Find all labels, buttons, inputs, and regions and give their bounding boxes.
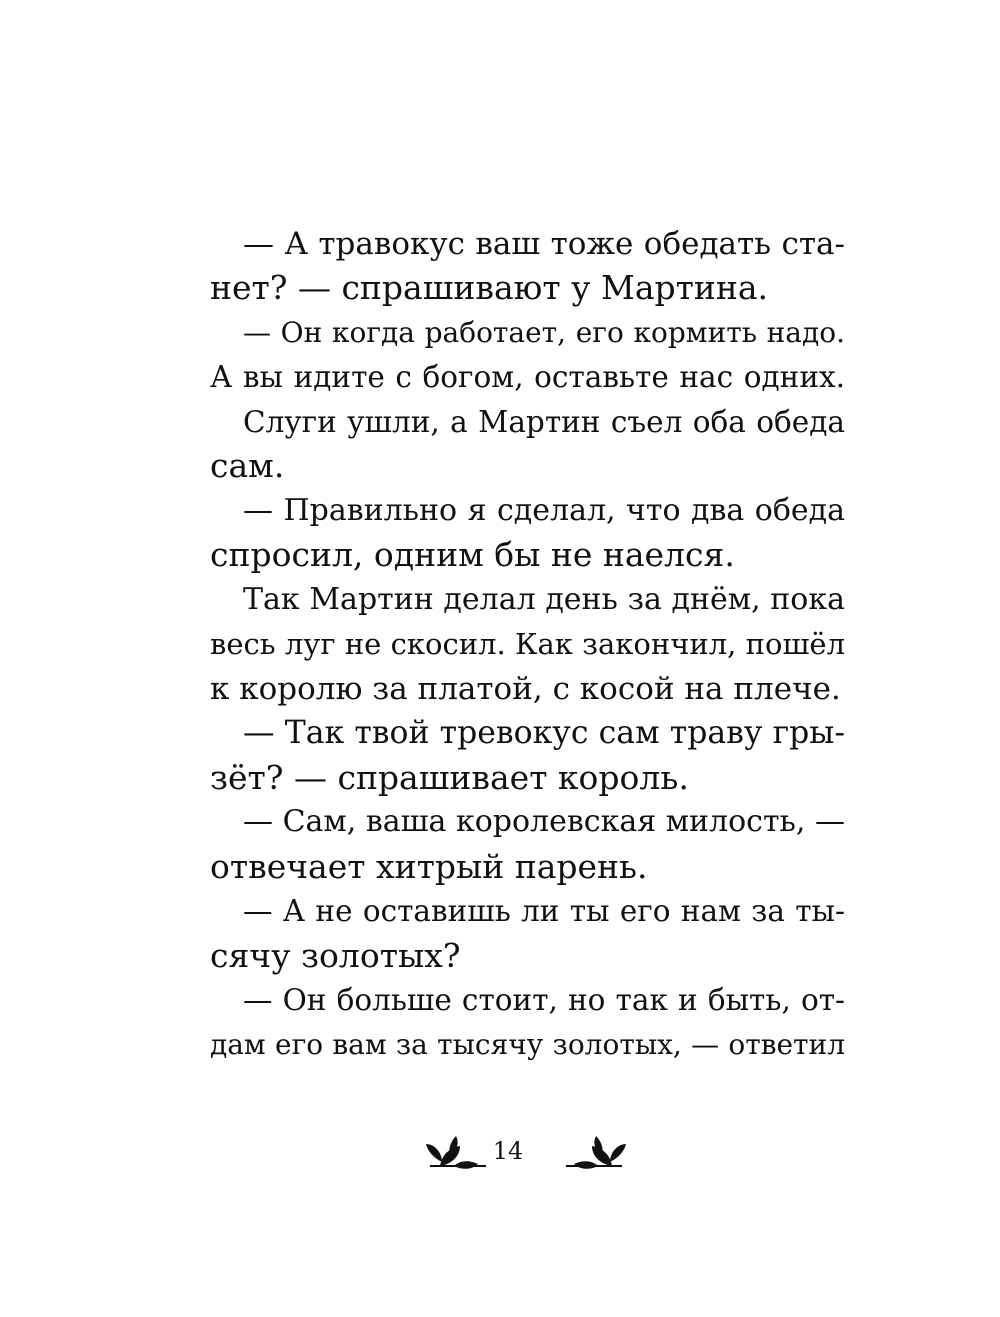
text-line: — А не оставишь ли ты его нам за ты- xyxy=(243,894,845,928)
text-line: отвечает хитрый парень. xyxy=(210,847,648,886)
text-line: — Так твой тревокус сам траву гры- xyxy=(243,715,845,751)
text-line: сам. xyxy=(210,446,285,485)
page-number: 14 xyxy=(492,1137,524,1165)
text-line: — Сам, ваша королевская милость, — xyxy=(243,804,845,839)
text-line: — А травокус ваш тоже обедать ста- xyxy=(243,226,845,262)
text-line: к королю за платой, с косой на плече. xyxy=(210,671,841,707)
text-line: весь луг не скосил. Как закончил, пошёл xyxy=(210,627,845,661)
text-line: А вы идите с богом, оставьте нас одних. xyxy=(210,360,845,394)
text-line: дам его вам за тысячу золотых, — ответил xyxy=(210,1028,845,1061)
text-line: — Он когда работает, его кормить надо. xyxy=(243,316,845,349)
text-line: спросил, одним бы не наелся. xyxy=(210,535,735,574)
page-footer xyxy=(0,1132,1000,1176)
text-line: нет? — спрашивают у Мартина. xyxy=(210,268,769,307)
text-line: Так Мартин делал день за днём, пока xyxy=(243,582,845,617)
leaf-sprig-icon xyxy=(562,1132,632,1176)
text-line: — Правильно я сделал, что два обеда xyxy=(243,493,845,528)
text-line: Слуги ушли, а Мартин съел оба обеда xyxy=(243,405,845,439)
text-line: — Он больше стоит, но так и быть, от- xyxy=(243,983,845,1017)
text-line: сячу золотых? xyxy=(210,936,461,975)
text-line: зёт? — спрашивает король. xyxy=(210,758,689,797)
